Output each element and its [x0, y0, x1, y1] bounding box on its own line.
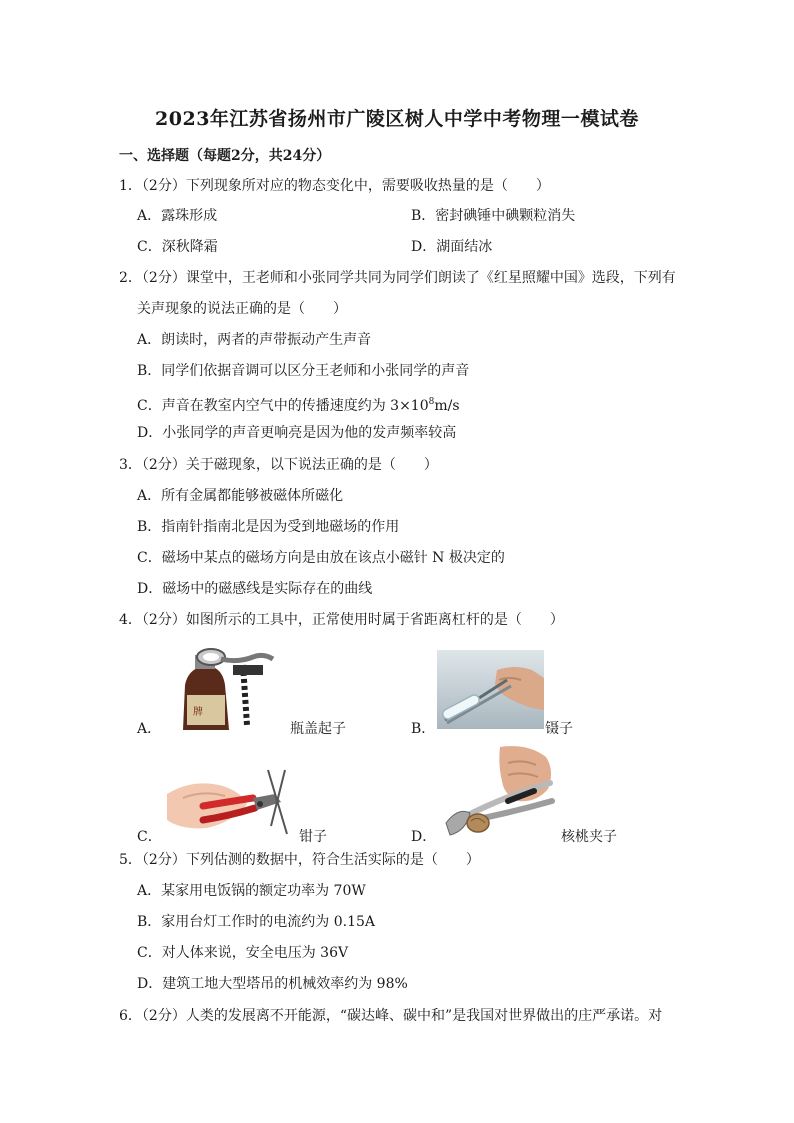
question-1-stem: 1．（2分）下列现象所对应的物态变化中，需要吸收热量的是（ ） — [119, 178, 550, 194]
question-4-option-d-label: 核桃夹子 — [561, 829, 617, 845]
svg-text:牌: 牌 — [193, 707, 203, 718]
question-3-option-a: A．所有金属都能够被磁体所磁化 — [137, 488, 344, 504]
tweezers-image — [437, 650, 544, 729]
bottle-opener-image — [163, 645, 289, 730]
question-5-option-b: B．家用台灯工作时的电流约为 0.15A — [137, 914, 376, 930]
question-5-option-d: D．建筑工地大型塔吊的机械效率约为 98% — [137, 976, 408, 992]
pliers-image — [163, 764, 299, 842]
question-2-option-c-exponent: 8 — [428, 397, 435, 407]
question-2-stem-line1: 2．（2分）课堂中，王老师和小张同学共同为同学们朗读了《红星照耀中国》选段，下列有 — [119, 270, 676, 286]
section-heading: 一、选择题（每题2分，共24分） — [119, 148, 331, 164]
question-4-stem: 4．（2分）如图所示的工具中，正常使用时属于省距离杠杆的是（ ） — [119, 612, 564, 628]
question-2-option-c — [137, 392, 460, 416]
question-1-option-a: A．露珠形成 — [137, 208, 218, 224]
question-4-option-a-letter: A． — [137, 721, 162, 737]
question-3-stem: 3．（2分）关于磁现象，以下说法正确的是（ ） — [119, 457, 438, 473]
question-4-option-a-label: 瓶盖起子 — [290, 721, 346, 737]
question-4-option-c-letter: C． — [137, 829, 162, 845]
page-title: 2023年江苏省扬州市广陵区树人中学中考物理一模试卷 — [155, 108, 639, 130]
question-2-option-d: D．小张同学的声音更响亮是因为他的发声频率较高 — [137, 425, 457, 441]
question-4-option-b-label: 镊子 — [545, 721, 573, 737]
question-3-option-c: C．磁场中某点的磁场方向是由放在该点小磁针 N 极决定的 — [137, 550, 505, 566]
question-1-option-c: C．深秋降霜 — [137, 239, 218, 255]
question-2-option-a: A．朗读时，两者的声带振动产生声音 — [137, 332, 372, 348]
question-4-option-b-letter: B． — [411, 721, 436, 737]
question-2-option-c-unit: m/s — [434, 398, 460, 414]
question-5-stem: 5．（2分）下列估测的数据中，符合生活实际的是（ ） — [119, 852, 480, 868]
question-2-option-b: B．同学们依据音调可以区分王老师和小张同学的声音 — [137, 363, 470, 379]
question-1-option-d: D．湖面结冰 — [411, 239, 493, 255]
nutcracker-image — [438, 743, 555, 841]
question-2-stem-line2: 关声现象的说法正确的是（ ） — [137, 301, 347, 317]
question-4-option-c-label: 钳子 — [299, 829, 327, 845]
question-6-stem: 6．（2分）人类的发展离不开能源，“碳达峰、碳中和”是我国对世界做出的庄严承诺。对 — [119, 1008, 663, 1024]
question-4-option-d-letter: D． — [411, 829, 437, 845]
question-3-option-b: B．指南针指南北是因为受到地磁场的作用 — [137, 519, 400, 535]
question-1-option-b: B．密封碘锤中碘颗粒消失 — [411, 208, 576, 224]
question-3-option-d: D．磁场中的磁感线是实际存在的曲线 — [137, 581, 373, 597]
question-2-option-c-text: C．声音在教室内空气中的传播速度约为 3×10 — [137, 398, 429, 414]
question-5-option-a: A．某家用电饭锅的额定功率为 70W — [137, 883, 366, 899]
question-5-option-c: C．对人体来说，安全电压为 36V — [137, 945, 349, 961]
